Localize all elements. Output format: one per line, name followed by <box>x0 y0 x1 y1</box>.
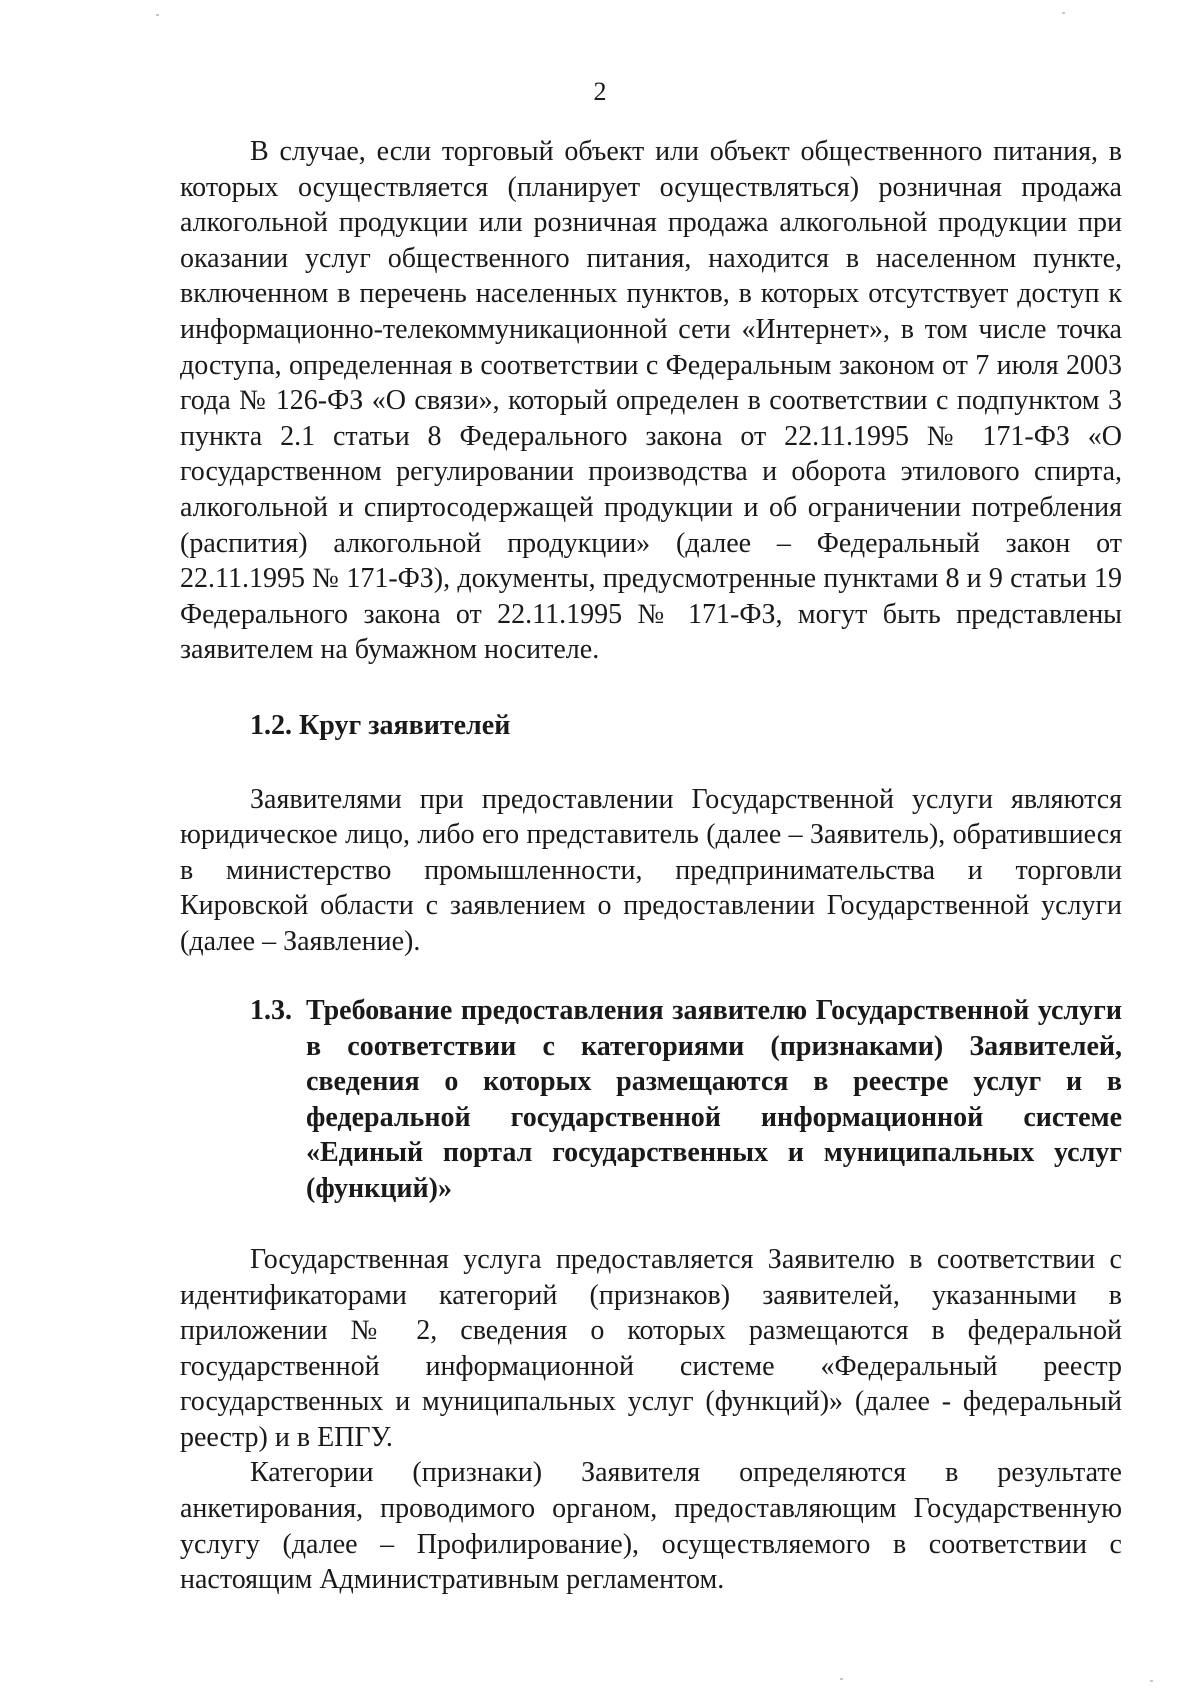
section-heading-requirement <box>180 993 1122 1205</box>
scan-speck <box>1150 1680 1153 1682</box>
paragraph-applicants: Заявителями при предоставлении Государственной услуги являются юридическое лицо, либо его представитель (далее – Заявитель), обратившиеся в министерство промышленности, предпринимательства и торговли Кировской области с заявлением о предоставлении Государственной услуги (далее – Заявление). <box>180 783 1122 957</box>
section-number: 1.3. <box>250 995 292 1027</box>
section-title: Требование предоставления заявителю Государственной услуги в соответствии с категориями (признаками) Заявителей, сведения о которых размещаются в реестре услуг и в федеральной государственной информационной системе «Единый портал государственных и муниципальных услуг (функций)» <box>306 995 1122 1204</box>
paragraph-profiling: Категории (признаки) Заявителя определяются в результате анкетирования, проводимого органом, предоставляющим Государственную услугу (далее – Профилирование), осуществляемого в соответствии с настоящим Административным регламентом. <box>180 1457 1122 1596</box>
paragraph-alcohol-sales-paper-documents: В случае, если торговый объект или объект общественного питания, в которых осуществляется (планирует осуществляться) розничная продажа алкогольной продукции или розничная продажа алкогольной продукции при оказании услуг общественного питания, находится в населенном пункте, включенном в перечень населенных пунктов, в которых отсутствует доступ к информационно-телекоммуникационной сети «Интернет», в том числе точка доступа, определенная в соответствии с Федеральным законом от 7 июля 2003 года № 126-ФЗ «О связи», который определен в соответствии с подпунктом 3 пункта 2.1 статьи 8 Федерального закона от 22.11.1995 № 171-ФЗ «О государственном регулировании производства и оборота этилового спирта, алкогольной и спиртосодержащей продукции и об ограничении потребления (распития) алкогольной продукции» (далее – Федеральный закон от 22.11.1995 № 171-ФЗ), документы, предусмотренные пунктами 8 и 9 статьи 19 Федерального закона от 22.11.1995 № 171-ФЗ, могут быть представлены заявителем на бумажном носителе. <box>180 136 1122 666</box>
scan-speck <box>156 14 159 16</box>
document-body <box>180 134 1122 1598</box>
scan-speck <box>840 1678 843 1680</box>
section-heading-applicants: 1.2. Круг заявителей <box>250 709 511 741</box>
page-number: 2 <box>593 77 607 106</box>
scan-speck <box>1062 12 1065 14</box>
paragraph-service-provision: Государственная услуга предоставляется Заявителю в соответствии с идентификаторами категорий (признаков) заявителей, указанными в приложении № 2, сведения о которых размещаются в федеральной государственной информационной системе «Федеральный реестр государственных и муниципальных услуг (функций)» (далее - федеральный реестр) и в ЕПГУ. <box>180 1243 1122 1453</box>
